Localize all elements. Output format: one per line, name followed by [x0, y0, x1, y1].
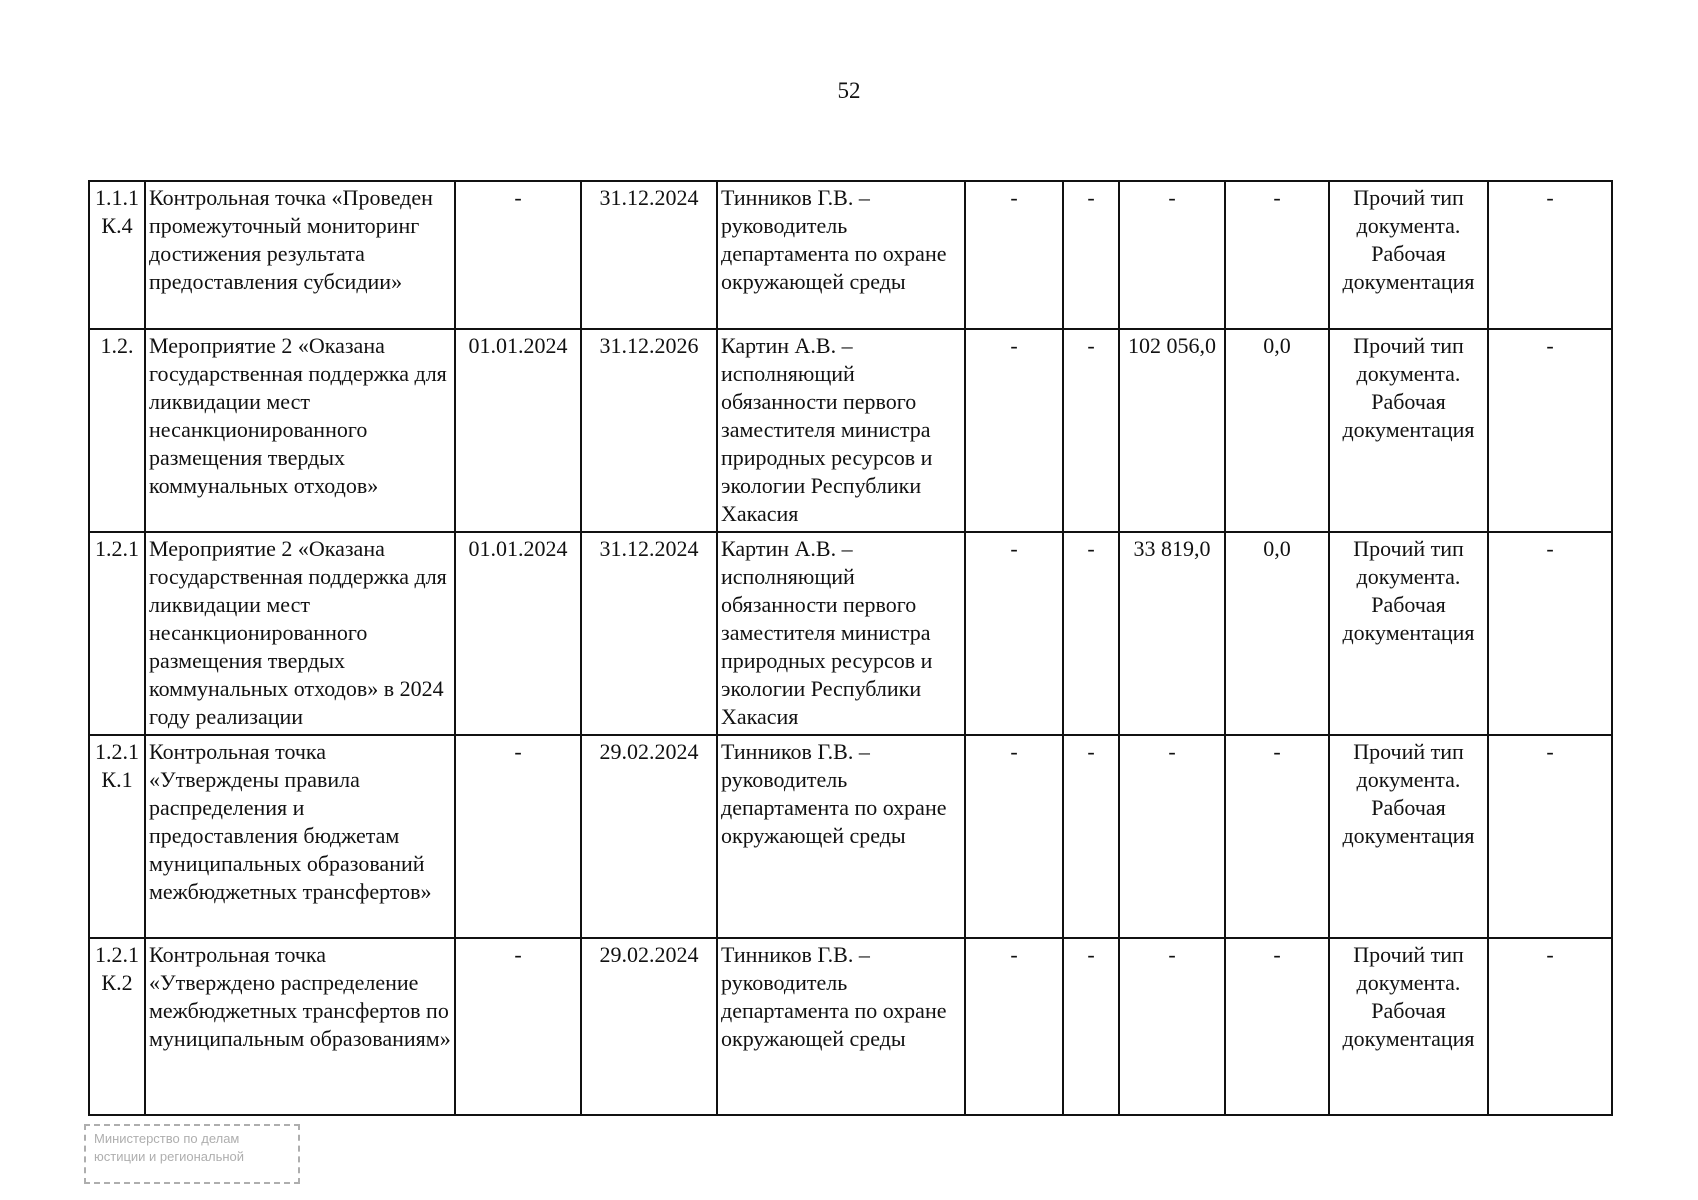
- row-number: 1.2.1 К.1: [89, 735, 145, 938]
- responsible: Картин А.В. – исполняющий обязанности первого заместителя министра природных ресурсов и экологии Республики Хакасия: [717, 532, 965, 735]
- document-type: Прочий тип документа. Рабочая документация: [1329, 532, 1488, 735]
- value-col-2: -: [1063, 735, 1119, 938]
- row-name: Мероприятие 2 «Оказана государственная поддержка для ликвидации мест несанкционированного размещения твердых коммунальных отходов» в 2024 году реализации: [145, 532, 455, 735]
- responsible: Тинников Г.В. – руководитель департамента по охране окружающей среды: [717, 181, 965, 329]
- end-date: 31.12.2024: [581, 532, 717, 735]
- start-date: -: [455, 181, 581, 329]
- document-type: Прочий тип документа. Рабочая документация: [1329, 329, 1488, 532]
- row-name: Контрольная точка «Утверждены правила распределения и предоставления бюджетам муниципальных образований межбюджетных трансфертов»: [145, 735, 455, 938]
- table-row: [89, 938, 1612, 1115]
- page-number: 52: [837, 78, 861, 103]
- value-col-3: 102 056,0: [1119, 329, 1225, 532]
- value-col-3: -: [1119, 181, 1225, 329]
- value-col-4: 0,0: [1225, 532, 1329, 735]
- value-col-3: -: [1119, 938, 1225, 1115]
- start-date: -: [455, 938, 581, 1115]
- value-col-1: -: [965, 735, 1063, 938]
- value-col-1: -: [965, 532, 1063, 735]
- last-col: -: [1488, 938, 1612, 1115]
- value-col-3: -: [1119, 735, 1225, 938]
- table-row: [89, 532, 1612, 735]
- registration-stamp: [84, 1124, 300, 1184]
- document-type: Прочий тип документа. Рабочая документация: [1329, 735, 1488, 938]
- document-type: Прочий тип документа. Рабочая документация: [1329, 938, 1488, 1115]
- end-date: 29.02.2024: [581, 735, 717, 938]
- value-col-1: -: [965, 938, 1063, 1115]
- end-date: 31.12.2024: [581, 181, 717, 329]
- value-col-4: -: [1225, 735, 1329, 938]
- value-col-4: -: [1225, 938, 1329, 1115]
- value-col-2: -: [1063, 181, 1119, 329]
- row-number: 1.2.1 К.2: [89, 938, 145, 1115]
- last-col: -: [1488, 735, 1612, 938]
- row-name: Контрольная точка «Утверждено распределение межбюджетных трансфертов по муниципальным образованиям»: [145, 938, 455, 1115]
- value-col-1: -: [965, 329, 1063, 532]
- value-col-2: -: [1063, 329, 1119, 532]
- end-date: 31.12.2026: [581, 329, 717, 532]
- value-col-4: 0,0: [1225, 329, 1329, 532]
- responsible: Картин А.В. – исполняющий обязанности первого заместителя министра природных ресурсов и экологии Республики Хакасия: [717, 329, 965, 532]
- value-col-2: -: [1063, 938, 1119, 1115]
- value-col-2: -: [1063, 532, 1119, 735]
- start-date: 01.01.2024: [455, 532, 581, 735]
- table-row: [89, 181, 1612, 329]
- responsible: Тинников Г.В. – руководитель департамента по охране окружающей среды: [717, 735, 965, 938]
- value-col-1: -: [965, 181, 1063, 329]
- start-date: 01.01.2024: [455, 329, 581, 532]
- table-row: [89, 329, 1612, 532]
- table-row: [89, 735, 1612, 938]
- row-number: 1.1.1 К.4: [89, 181, 145, 329]
- stamp-line: юстиции и региональной: [94, 1149, 245, 1164]
- stamp-line: Министерство по делам: [94, 1131, 240, 1146]
- row-number: 1.2.1: [89, 532, 145, 735]
- value-col-4: -: [1225, 181, 1329, 329]
- end-date: 29.02.2024: [581, 938, 717, 1115]
- row-name: Контрольная точка «Проведен промежуточный мониторинг достижения результата предоставления субсидии»: [145, 181, 455, 329]
- last-col: -: [1488, 181, 1612, 329]
- row-name: Мероприятие 2 «Оказана государственная поддержка для ликвидации мест несанкционированного размещения твердых коммунальных отходов»: [145, 329, 455, 532]
- row-number: 1.2.: [89, 329, 145, 532]
- start-date: -: [455, 735, 581, 938]
- plan-table: [88, 180, 1613, 1116]
- last-col: -: [1488, 532, 1612, 735]
- responsible: Тинников Г.В. – руководитель департамента по охране окружающей среды: [717, 938, 965, 1115]
- document-type: Прочий тип документа. Рабочая документация: [1329, 181, 1488, 329]
- value-col-3: 33 819,0: [1119, 532, 1225, 735]
- last-col: -: [1488, 329, 1612, 532]
